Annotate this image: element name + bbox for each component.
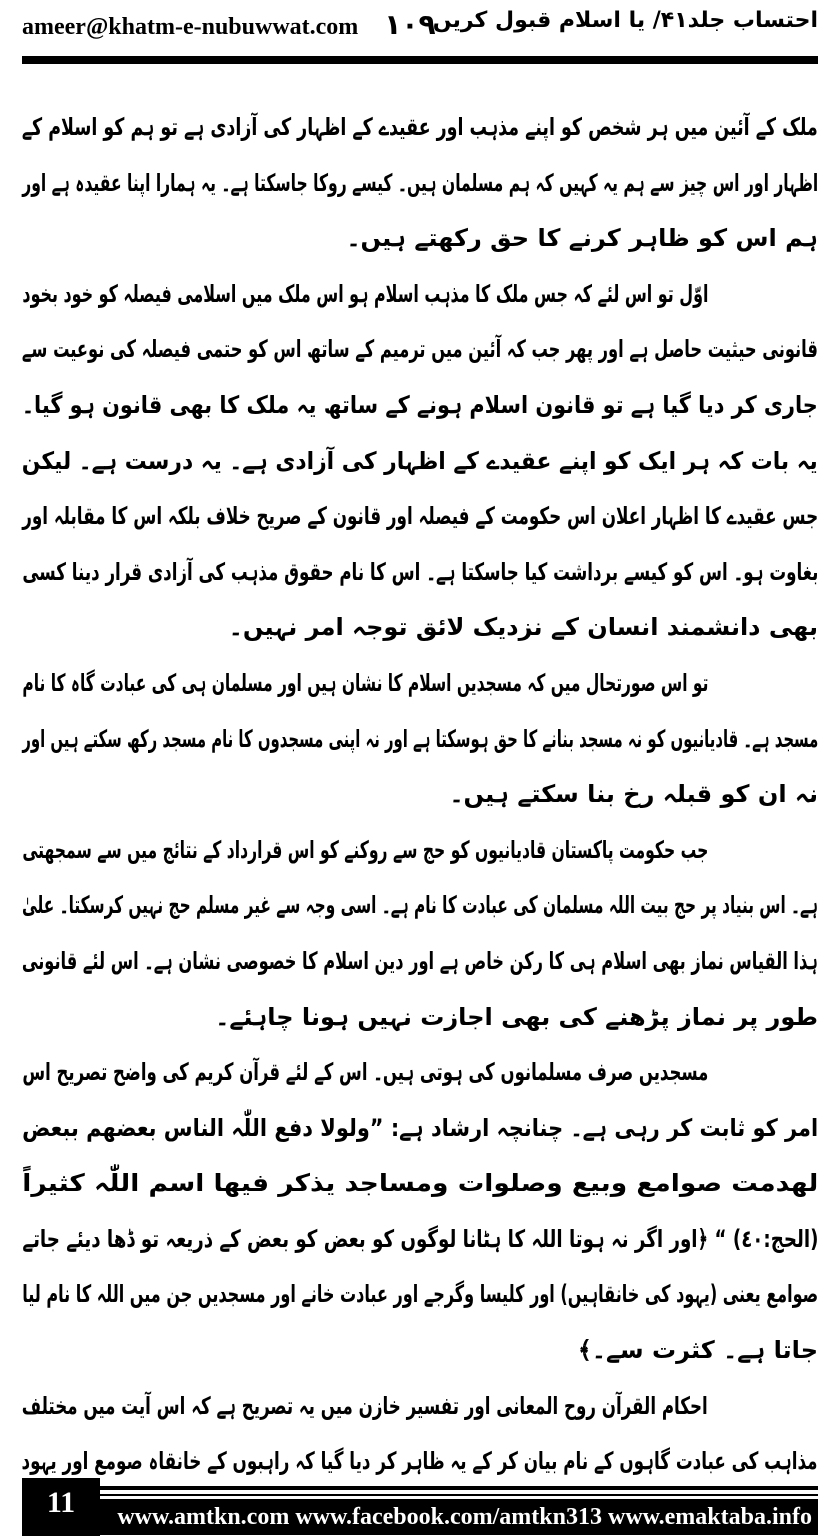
- text-line-content: ہم اس کو ظاہر کرنے کا حق رکھتے ہیں۔: [346, 224, 818, 253]
- footer-links: www.amtkn.com www.facebook.com/amtkn313 www.emaktaba.info: [100, 1499, 818, 1535]
- text-line-content: قانونی حیثیت حاصل ہے اور پھر جب کہ آئین میں ترمیم کے ساتھ اس کو حتمی فیصلہ کی نوعیت سے: [22, 335, 818, 364]
- text-line: [22, 823, 818, 879]
- text-line: [22, 211, 818, 267]
- footer-rule: [100, 1486, 818, 1490]
- text-line-content: جاری کر دیا گیا ہے تو قانون اسلام ہونے کے ساتھ یہ ملک کا بھی قانون ہو گیا۔: [22, 390, 818, 419]
- text-line: [22, 656, 818, 712]
- text-line-content: مسجد ہے۔ قادیانیوں کو نہ مسجد بنانے کا حق ہوسکتا ہے اور نہ اپنی مسجدوں کا نام مسجد رکھ سکتے ہیں اور: [22, 724, 818, 753]
- text-line-content: جب حکومت پاکستان قادیانیوں کو حج سے روکنے کو اس قرارداد کے نتائج میں سے سمجھتی: [22, 835, 708, 864]
- text-line-content: بھی دانشمند انسان کے نزدیک لائق توجہ امر نہیں۔: [228, 613, 818, 642]
- text-line: [22, 489, 818, 545]
- text-line-content: یہ بات کہ ہر ایک کو اپنے عقیدے کے اظہار کی آزادی ہے۔ یہ درست ہے۔ لیکن: [22, 446, 818, 475]
- text-line-content: ہے۔ اس بنیاد پر حج بیت اللہ مسلمان کی عبادت کا نام ہے۔ اسی وجہ سے غیر مسلم حج نہیں کرسکتا۔ علیٰ: [22, 891, 818, 920]
- text-line: [22, 100, 818, 156]
- text-line: [22, 1045, 818, 1101]
- text-line: [22, 1212, 818, 1268]
- header-book-title: احتساب جلد۴۱/ یا اسلام قبول کریں: [432, 8, 818, 33]
- header-email: ameer@khatm-e-nubuwwat.com: [22, 14, 359, 40]
- text-line: [22, 1156, 818, 1212]
- text-line: [22, 1434, 818, 1490]
- text-line: [22, 1101, 818, 1157]
- footer-rule-thin: [100, 1494, 818, 1496]
- text-line-content: (الحج:٤٠) “ ﴿اور اگر نہ ہوتا اللہ کا ہٹانا لوگوں کو بعض کو بعض کے ذریعہ تو ڈھا دیئے جاتے: [22, 1224, 818, 1253]
- text-line-content: جس عقیدے کا اظہار اعلان اس حکومت کے فیصلہ اور قانون کے صریح خلاف بلکہ اس کا مقابلہ اور: [22, 502, 818, 531]
- text-line-content: احکام القرآن روح المعانی اور تفسیر خازن میں یہ تصریح ہے کہ اس آیت میں مختلف: [22, 1391, 708, 1420]
- text-line: [22, 1379, 818, 1435]
- text-line: [22, 600, 818, 656]
- text-line: [22, 322, 818, 378]
- text-line: [22, 267, 818, 323]
- text-line: [22, 767, 818, 823]
- text-line-content: امر کو ثابت کر رہی ہے۔ چنانچہ ارشاد ہے: ”ولولا دفع اللّٰہ الناس بعضھم ببعض: [22, 1113, 818, 1142]
- text-line-content: لھدمت صوامع وبیع وصلوات ومساجد یذکر فیھا اسم اللّٰہ کثیراً: [22, 1169, 818, 1198]
- footer-page-number: 11: [22, 1478, 100, 1536]
- text-line-content: اوّل تو اس لئے کہ جس ملک کا مذہب اسلام ہو اس ملک میں اسلامی فیصلہ کو خود بخود: [22, 279, 708, 308]
- page-body: [22, 100, 818, 1490]
- text-line-content: جاتا ہے۔ کثرت سے۔﴾: [577, 1336, 818, 1365]
- text-line-content: مسجدیں صرف مسلمانوں کی ہوتی ہیں۔ اس کے لئے قرآن کریم کی واضح تصریح اس: [22, 1058, 708, 1087]
- text-line: [22, 545, 818, 601]
- text-line: [22, 712, 818, 768]
- text-line: [22, 434, 818, 490]
- text-line-content: طور پر نماز پڑھنے کی بھی اجازت نہیں ہونا چاہئے۔: [215, 1002, 818, 1031]
- text-line: [22, 1267, 818, 1323]
- text-line: [22, 1323, 818, 1379]
- text-line-content: بغاوت ہو۔ اس کو کیسے برداشت کیا جاسکتا ہے۔ اس کا نام حقوق مذہب کی آزادی قرار دینا کسی: [22, 557, 818, 586]
- header-page-number: ١٠٩: [384, 8, 436, 41]
- text-line: [22, 378, 818, 434]
- text-line-content: تو اس صورتحال میں کہ مسجدیں اسلام کا نشان ہیں اور مسلمان ہی کی عبادت گاہ کا نام: [22, 668, 708, 697]
- text-line: [22, 934, 818, 990]
- text-line-content: اظہار اور اس چیز سے ہم یہ کہیں کہ ہم مسلمان ہیں۔ کیسے روکا جاسکتا ہے۔ یہ ہمارا اپنا عقیدہ ہے اور: [21, 168, 818, 197]
- text-line: [22, 156, 818, 212]
- text-line-content: ملک کے آئین میں ہر شخص کو اپنے مذہب اور عقیدے کے اظہار کی آزادی ہے تو ہم کو اسلام کے: [21, 113, 818, 141]
- text-line-content: صوامع یعنی (یہود کی خانقاہیں) اور کلیسا وگرجے اور عبادت خانے اور مسجدیں جن میں اللہ کا نام لیا: [22, 1280, 818, 1309]
- text-line-content: ہذا القیاس نماز بھی اسلام ہی کا رکن خاص ہے اور دین اسلام کا خصوصی نشان ہے۔ اس لئے قانونی: [22, 946, 818, 975]
- text-line: [22, 878, 818, 934]
- header-rule: [22, 56, 818, 64]
- text-line-content: نہ ان کو قبلہ رخ بنا سکتے ہیں۔: [449, 780, 818, 809]
- header-left-group: [22, 8, 436, 41]
- text-line: [22, 990, 818, 1046]
- text-line-content: مذاہب کی عبادت گاہوں کے نام بیان کر کے یہ ظاہر کر دیا گیا کہ راہبوں کے خانقاہ صومع اور یہود: [22, 1447, 818, 1476]
